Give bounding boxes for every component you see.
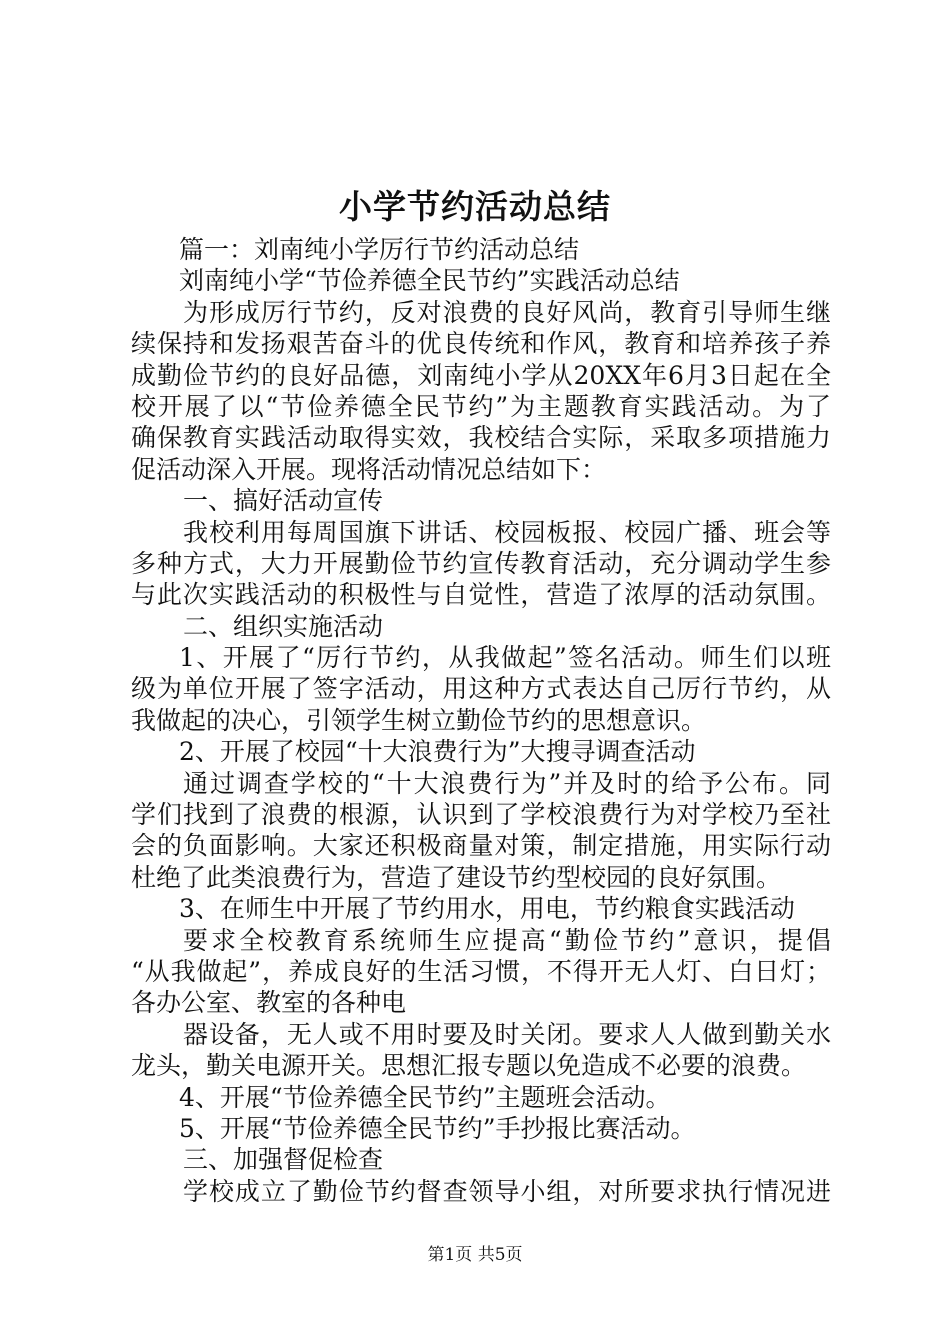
section-heading: 一、搞好活动宣传 (183, 486, 384, 516)
text-line: 1、开展了“厉行节约，从我做起”签名活动。师生们以班 (179, 643, 831, 673)
text-line: 与此次实践活动的积极性与自觉性，营造了浓厚的活动氛围。 (131, 580, 831, 610)
page-footer: 第1页 共5页 (427, 1245, 523, 1265)
text-line: 篇一：刘南纯小学厉行节约活动总结 (179, 235, 580, 264)
text-line: 学校成立了勤俭节约督查领导小组，对所要求执行情况进 (183, 1176, 831, 1206)
text-line: 各办公室、教室的各种电 (131, 988, 407, 1018)
text-line: 5、开展“节俭养德全民节约”手抄报比赛活动。 (179, 1113, 696, 1143)
text-line: 器设备，无人或不用时要及时关闭。要求人人做到勤关水 (183, 1019, 831, 1049)
text-line: 杜绝了此类浪费行为，营造了建设节约型校园的良好氛围。 (131, 862, 782, 892)
text-line: 我校利用每周国旗下讲话、校园板报、校园广播、班会等 (183, 517, 831, 547)
text-line: 龙头，勤关电源开关。思想汇报专题以免造成不必要的浪费。 (131, 1051, 807, 1081)
text-line: 会的负面影响。大家还积极商量对策，制定措施，用实际行动 (131, 831, 831, 861)
text-line: 促活动深入开展。现将活动情况总结如下： (131, 454, 607, 484)
document-body (131, 234, 831, 1207)
text-line: “从我做起”，养成良好的生活习惯，不得开无人灯、白日灯； (131, 956, 831, 986)
text-line: 校开展了以“节俭养德全民节约”为主题教育实践活动。为了 (131, 391, 831, 421)
text-line: 通过调查学校的“十大浪费行为”并及时的给予公布。同 (183, 768, 831, 798)
text-line: 为形成厉行节约，反对浪费的良好风尚，教育引导师生继 (183, 297, 831, 327)
text-line: 刘南纯小学“节俭养德全民节约”实践活动总结 (179, 266, 680, 296)
text-line: 续保持和发扬艰苦奋斗的优良传统和作风，教育和培养孩子养 (131, 329, 831, 359)
section-heading: 二、组织实施活动 (183, 611, 384, 641)
text-line: 要求全校教育系统师生应提高“勤俭节约”意识，提倡 (183, 925, 831, 955)
text-line: 级为单位开展了签字活动，用这种方式表达自己厉行节约，从 (131, 674, 831, 704)
text-line: 我做起的决心，引领学生树立勤俭节约的思想意识。 (131, 705, 707, 735)
text-line: 4、开展“节俭养德全民节约”主题班会活动。 (179, 1082, 671, 1112)
section-heading: 三、加强督促检查 (183, 1145, 384, 1175)
text-line: 学们找到了浪费的根源，认识到了学校浪费行为对学校乃至社 (131, 800, 831, 830)
text-line: 多种方式，大力开展勤俭节约宣传教育活动，充分调动学生参 (131, 548, 831, 578)
text-line: 确保教育实践活动取得实效，我校结合实际，采取多项措施力 (131, 423, 831, 453)
document-title: 小学节约活动总结 (339, 187, 611, 226)
text-line: 2、开展了校园“十大浪费行为”大搜寻调查活动 (179, 737, 696, 767)
text-line: 成勤俭节约的良好品德，刘南纯小学从20XX年6月3日起在全 (131, 360, 831, 390)
text-line: 3、在师生中开展了节约用水，用电，节约粮食实践活动 (179, 894, 795, 924)
